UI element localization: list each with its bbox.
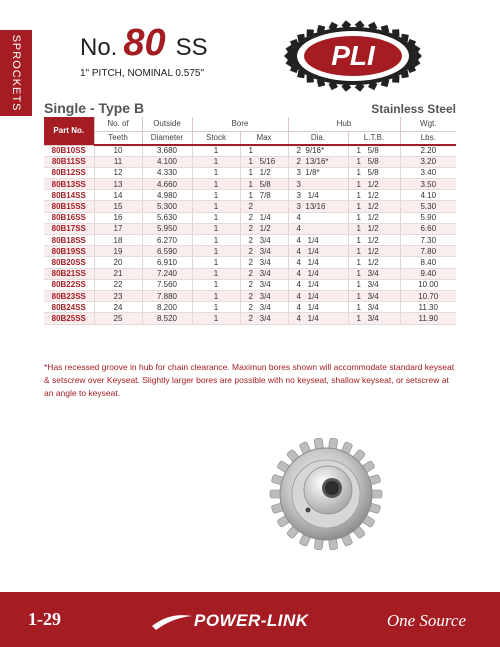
table-row	[44, 257, 456, 268]
cell-bore-stock: 1	[192, 313, 240, 324]
cell-bore-stock: 1	[192, 290, 240, 301]
cell-weight: 11.30	[400, 302, 456, 313]
cell-hub-ltb: 1 1/2	[348, 257, 400, 268]
cell-part-no: 80B20SS	[44, 257, 94, 268]
cell-outside-diameter: 3.680	[142, 145, 192, 156]
cell-bore-max: 2 3/4	[240, 279, 288, 290]
cell-teeth: 17	[94, 223, 142, 234]
cell-bore-stock: 1	[192, 212, 240, 223]
cell-hub-ltb: 1 1/2	[348, 190, 400, 201]
side-tab	[0, 30, 32, 116]
cell-bore-max: 2 3/4	[240, 235, 288, 246]
cell-teeth: 13	[94, 179, 142, 190]
cell-hub-ltb: 1 1/2	[348, 223, 400, 234]
cell-bore-stock: 1	[192, 257, 240, 268]
cell-bore-max: 2 3/4	[240, 302, 288, 313]
cell-part-no: 80B23SS	[44, 290, 94, 301]
cell-part-no: 80B18SS	[44, 235, 94, 246]
table-row	[44, 313, 456, 324]
cell-weight: 7.80	[400, 246, 456, 257]
cell-weight: 2.20	[400, 145, 456, 156]
cell-bore-max: 2 3/4	[240, 246, 288, 257]
cell-hub-dia: 4 1/4	[288, 235, 348, 246]
cell-part-no: 80B24SS	[44, 302, 94, 313]
cell-hub-dia: 4 1/4	[288, 290, 348, 301]
page-number: 1-29	[28, 609, 61, 629]
cell-bore-max: 2 3/4	[240, 257, 288, 268]
cell-hub-dia: 4 1/4	[288, 257, 348, 268]
table-row	[44, 212, 456, 223]
cell-teeth: 18	[94, 235, 142, 246]
cell-teeth: 20	[94, 257, 142, 268]
cell-bore-stock: 1	[192, 156, 240, 167]
cell-outside-diameter: 7.880	[142, 290, 192, 301]
cell-hub-ltb: 1 1/2	[348, 179, 400, 190]
cell-hub-dia: 4 1/4	[288, 246, 348, 257]
cell-bore-stock: 1	[192, 145, 240, 156]
cell-outside-diameter: 7.560	[142, 279, 192, 290]
col-part-no: Part No.	[44, 117, 94, 145]
col-ltb: L.T.B.	[348, 131, 400, 145]
cell-weight: 5.30	[400, 201, 456, 212]
spec-table	[44, 117, 456, 325]
cell-bore-max: 2 1/4	[240, 212, 288, 223]
cell-outside-diameter: 4.980	[142, 190, 192, 201]
cell-bore-max: 1 5/8	[240, 179, 288, 190]
cell-outside-diameter: 4.660	[142, 179, 192, 190]
col-no-of: No. of	[94, 117, 142, 131]
cell-hub-dia: 3 1/8*	[288, 167, 348, 178]
section-title: Single - Type B	[44, 100, 145, 116]
cell-bore-max: 2 3/4	[240, 313, 288, 324]
cell-teeth: 12	[94, 167, 142, 178]
cell-hub-ltb: 1 3/4	[348, 290, 400, 301]
cell-weight: 8.40	[400, 257, 456, 268]
cell-weight: 10.00	[400, 279, 456, 290]
cell-hub-ltb: 1 3/4	[348, 279, 400, 290]
cell-hub-ltb: 1 5/8	[348, 156, 400, 167]
cell-hub-ltb: 1 1/2	[348, 235, 400, 246]
cell-weight: 7.30	[400, 235, 456, 246]
logo-text: PLI	[331, 40, 375, 71]
footnote: *Has recessed groove in hub for chain clearance. Maximun bores shown will accommodate standard keyseat & setscrew over Keyseat. Slightly larger bores are possible with no keyseat, shallow keyseat, or setscrew at an angle to keyseat.	[44, 362, 455, 398]
sprocket-photo	[256, 432, 386, 554]
cell-hub-dia: 2 9/16*	[288, 145, 348, 156]
cell-bore-max: 1 7/8	[240, 190, 288, 201]
cell-outside-diameter: 5.630	[142, 212, 192, 223]
cell-hub-dia: 3 1/4	[288, 190, 348, 201]
cell-bore-stock: 1	[192, 223, 240, 234]
cell-part-no: 80B13SS	[44, 179, 94, 190]
cell-weight: 3.20	[400, 156, 456, 167]
cell-part-no: 80B10SS	[44, 145, 94, 156]
material-label: Stainless Steel	[371, 102, 456, 116]
cell-outside-diameter: 6.910	[142, 257, 192, 268]
cell-teeth: 24	[94, 302, 142, 313]
cell-teeth: 16	[94, 212, 142, 223]
col-dia: Dia.	[288, 131, 348, 145]
cell-weight: 9.40	[400, 268, 456, 279]
setscrew-icon	[306, 508, 311, 513]
col-max: Max	[240, 131, 288, 145]
cell-hub-dia: 4	[288, 223, 348, 234]
cell-outside-diameter: 5.950	[142, 223, 192, 234]
footer-bar	[0, 592, 500, 647]
cell-part-no: 80B21SS	[44, 268, 94, 279]
col-diameter: Diameter	[142, 131, 192, 145]
cell-bore-stock: 1	[192, 190, 240, 201]
col-stock: Stock	[192, 131, 240, 145]
cell-outside-diameter: 7.240	[142, 268, 192, 279]
cell-bore-stock: 1	[192, 201, 240, 212]
cell-teeth: 10	[94, 145, 142, 156]
tagline: One Source	[386, 611, 466, 630]
cell-bore-stock: 1	[192, 268, 240, 279]
cell-teeth: 11	[94, 156, 142, 167]
cell-hub-ltb: 1 5/8	[348, 145, 400, 156]
table-row	[44, 302, 456, 313]
side-tab-label: SPROCKETS	[10, 34, 22, 112]
cell-weight: 5.90	[400, 212, 456, 223]
cell-bore-stock: 1	[192, 246, 240, 257]
cell-hub-dia: 3	[288, 179, 348, 190]
cell-part-no: 80B12SS	[44, 167, 94, 178]
col-lbs: Lbs.	[400, 131, 456, 145]
cell-outside-diameter: 6.270	[142, 235, 192, 246]
table-row	[44, 156, 456, 167]
cell-bore-max: 1 1/2	[240, 167, 288, 178]
cell-hub-ltb: 1 1/2	[348, 212, 400, 223]
cell-part-no: 80B16SS	[44, 212, 94, 223]
cell-hub-ltb: 1 3/4	[348, 268, 400, 279]
cell-hub-dia: 4 1/4	[288, 302, 348, 313]
cell-outside-diameter: 6.590	[142, 246, 192, 257]
cell-hub-dia: 4	[288, 212, 348, 223]
cell-bore-max: 1	[240, 145, 288, 156]
cell-weight: 11.90	[400, 313, 456, 324]
cell-weight: 6.60	[400, 223, 456, 234]
cell-outside-diameter: 4.330	[142, 167, 192, 178]
table-row	[44, 268, 456, 279]
col-hub: Hub	[288, 117, 400, 131]
cell-part-no: 80B17SS	[44, 223, 94, 234]
brand-logo	[150, 610, 309, 632]
cell-bore-stock: 1	[192, 235, 240, 246]
cell-outside-diameter: 8.200	[142, 302, 192, 313]
pli-logo	[282, 20, 424, 92]
cell-part-no: 80B22SS	[44, 279, 94, 290]
cell-hub-dia: 4 1/4	[288, 279, 348, 290]
pitch-subtitle: 1" PITCH, NOMINAL 0.575"	[80, 68, 204, 79]
cell-bore-max: 2	[240, 201, 288, 212]
cell-part-no: 80B25SS	[44, 313, 94, 324]
cell-teeth: 25	[94, 313, 142, 324]
cell-weight: 10.70	[400, 290, 456, 301]
cell-part-no: 80B19SS	[44, 246, 94, 257]
swoosh-icon	[150, 610, 194, 632]
cell-bore-stock: 1	[192, 279, 240, 290]
title-suffix: SS	[175, 34, 208, 61]
cell-outside-diameter: 5.300	[142, 201, 192, 212]
cell-weight: 4.10	[400, 190, 456, 201]
cell-outside-diameter: 8.520	[142, 313, 192, 324]
cell-part-no: 80B11SS	[44, 156, 94, 167]
cell-weight: 3.40	[400, 167, 456, 178]
cell-outside-diameter: 4.100	[142, 156, 192, 167]
cell-hub-dia: 3 13/16	[288, 201, 348, 212]
cell-bore-max: 2 3/4	[240, 290, 288, 301]
col-bore: Bore	[192, 117, 288, 131]
cell-hub-ltb: 1 3/4	[348, 302, 400, 313]
title-number: 80	[123, 22, 166, 64]
brand-name: POWER-LINK	[194, 611, 309, 630]
cell-hub-ltb: 1 5/8	[348, 167, 400, 178]
cell-teeth: 23	[94, 290, 142, 301]
cell-hub-ltb: 1 1/2	[348, 201, 400, 212]
cell-weight: 3.50	[400, 179, 456, 190]
cell-bore-max: 1 5/16	[240, 156, 288, 167]
cell-hub-ltb: 1 3/4	[348, 313, 400, 324]
cell-bore-stock: 1	[192, 167, 240, 178]
col-teeth: Teeth	[94, 131, 142, 145]
table-row	[44, 145, 456, 156]
cell-bore-max: 2 1/2	[240, 223, 288, 234]
cell-hub-ltb: 1 1/2	[348, 246, 400, 257]
cell-bore-stock: 1	[192, 179, 240, 190]
cell-teeth: 21	[94, 268, 142, 279]
cell-teeth: 22	[94, 279, 142, 290]
cell-hub-dia: 4 1/4	[288, 313, 348, 324]
cell-part-no: 80B15SS	[44, 201, 94, 212]
table-row	[44, 246, 456, 257]
table-row	[44, 167, 456, 178]
cell-bore-max: 2 3/4	[240, 268, 288, 279]
table-row	[44, 190, 456, 201]
table-row	[44, 290, 456, 301]
cell-hub-dia: 4 1/4	[288, 268, 348, 279]
page-title	[80, 22, 208, 64]
cell-part-no: 80B14SS	[44, 190, 94, 201]
cell-bore-stock: 1	[192, 302, 240, 313]
table-row	[44, 235, 456, 246]
table-row	[44, 279, 456, 290]
cell-teeth: 15	[94, 201, 142, 212]
cell-hub-dia: 2 13/16*	[288, 156, 348, 167]
table-row	[44, 179, 456, 190]
table-row	[44, 223, 456, 234]
table-row	[44, 201, 456, 212]
cell-teeth: 14	[94, 190, 142, 201]
col-outside: Outside	[142, 117, 192, 131]
title-no: No.	[80, 34, 118, 61]
col-wgt: Wgt.	[400, 117, 456, 131]
cell-teeth: 19	[94, 246, 142, 257]
